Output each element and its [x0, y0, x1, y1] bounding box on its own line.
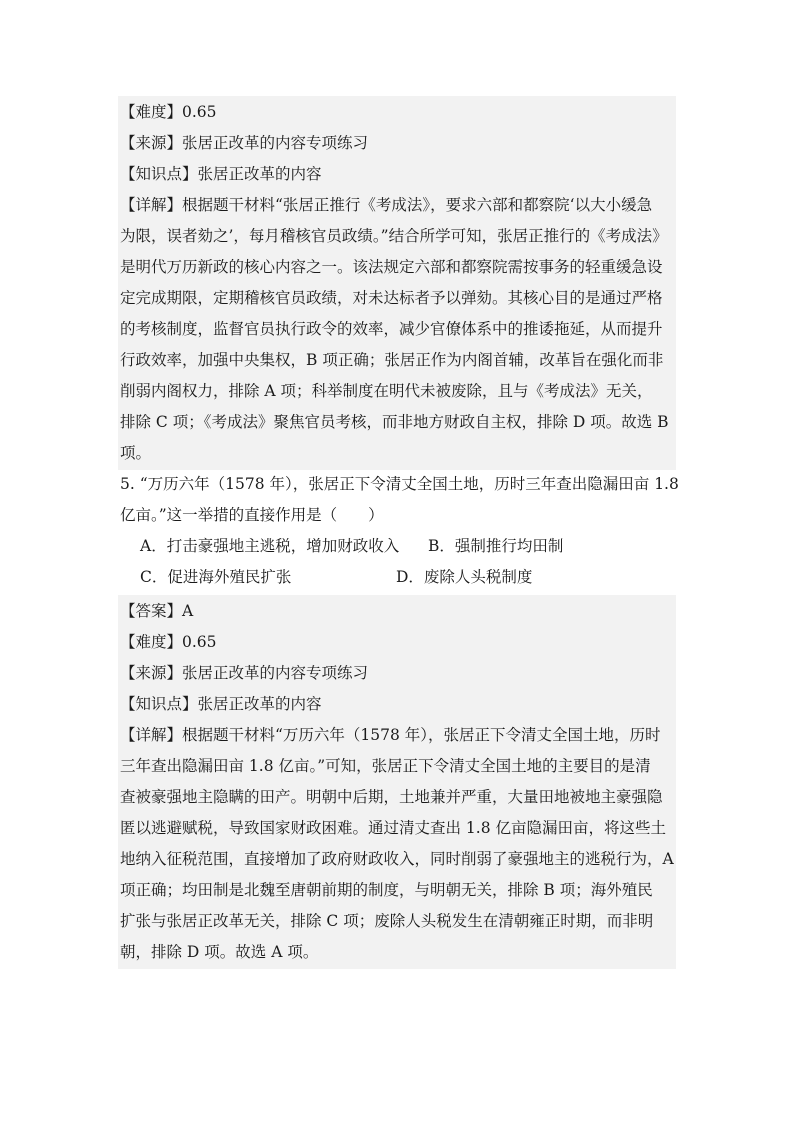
explanation-line: 三年查出隐漏田亩 1.8 亿亩。”可知，张居正下令清丈全国土地的主要目的是清 [120, 757, 651, 775]
explanation-line: 定完成期限，定期稽核官员政绩，对未达标者予以弹劾。其核心目的是通过严格 [120, 289, 663, 307]
question-5-stem: 5. “万历六年（1578 年），张居正下令清丈全国土地，历时三年查出隐漏田亩 1.8 [120, 475, 679, 493]
explanation-line: 行政效率，加强中央集权，B 项正确；张居正作为内阁首辅，改革旨在强化而非 [120, 351, 664, 369]
explanation-line: 扩张与张居正改革无关，排除 C 项；废除人头税发生在清朝雍正时期，而非明 [120, 912, 654, 930]
explanation-line: 匿以逃避赋税，导致国家财政困难。通过清丈查出 1.8 亿亩隐漏田亩，将这些土 [120, 819, 667, 837]
difficulty-q4: 【难度】0.65 [120, 103, 217, 121]
explanation-line: 项。 [120, 444, 152, 462]
difficulty-q5: 【难度】0.65 [120, 633, 217, 651]
source-q4: 【来源】张居正改革的内容专项练习 [120, 134, 369, 152]
source-q5: 【来源】张居正改革的内容专项练习 [120, 664, 369, 682]
explanation-line: 查被豪强地主隐瞒的田产。明朝中后期，土地兼并严重，大量田地被地主豪强隐 [120, 788, 663, 806]
explanation-line: 排除 C 项；《考成法》聚焦官员考核，而非地方财政自主权，排除 D 项。故选 B [120, 413, 669, 431]
explanation-line: 是明代万历新政的核心内容之一。该法规定六部和都察院需按事务的轻重缓急设 [120, 258, 663, 276]
explanation-line: 的考核制度，监督官员执行政令的效率，减少官僚体系中的推诿拖延，从而提升 [120, 320, 663, 338]
knowledge-point-q5: 【知识点】张居正改革的内容 [120, 695, 322, 713]
explanation-line: 项正确；均田制是北魏至唐朝前期的制度，与明朝无关，排除 B 项；海外殖民 [120, 881, 653, 899]
explanation-line: 为限，误者劾之’，每月稽核官员政绩。”结合所学可知，张居正推行的《考成法》 [120, 227, 668, 245]
explanation-line: 【详解】根据题干材料“万历六年（1578 年），张居正下令清丈全国土地，历时 [120, 726, 661, 744]
explanation-line: 削弱内阁权力，排除 A 项；科举制度在明代未被废除，且与《考成法》无关， [120, 382, 653, 400]
option-d: D．废除人头税制度 [396, 568, 533, 586]
explanation-line: 【详解】根据题干材料“张居正推行《考成法》，要求六部和都察院‘以大小缓急 [120, 196, 653, 214]
option-a: A．打击豪强地主逃税，增加财政收入 [140, 537, 400, 555]
answer-q5: 【答案】A [120, 602, 194, 620]
explanation-line: 地纳入征税范围，直接增加了政府财政收入，同时削弱了豪强地主的逃税行为，A [120, 850, 674, 868]
question-5-stem: 亿亩。”这一举措的直接作用是（ ） [120, 506, 384, 524]
knowledge-point-q4: 【知识点】张居正改革的内容 [120, 165, 322, 183]
option-c: C．促进海外殖民扩张 [140, 568, 292, 586]
option-b: B．强制推行均田制 [428, 537, 564, 555]
explanation-line: 朝，排除 D 项。故选 A 项。 [120, 943, 319, 961]
